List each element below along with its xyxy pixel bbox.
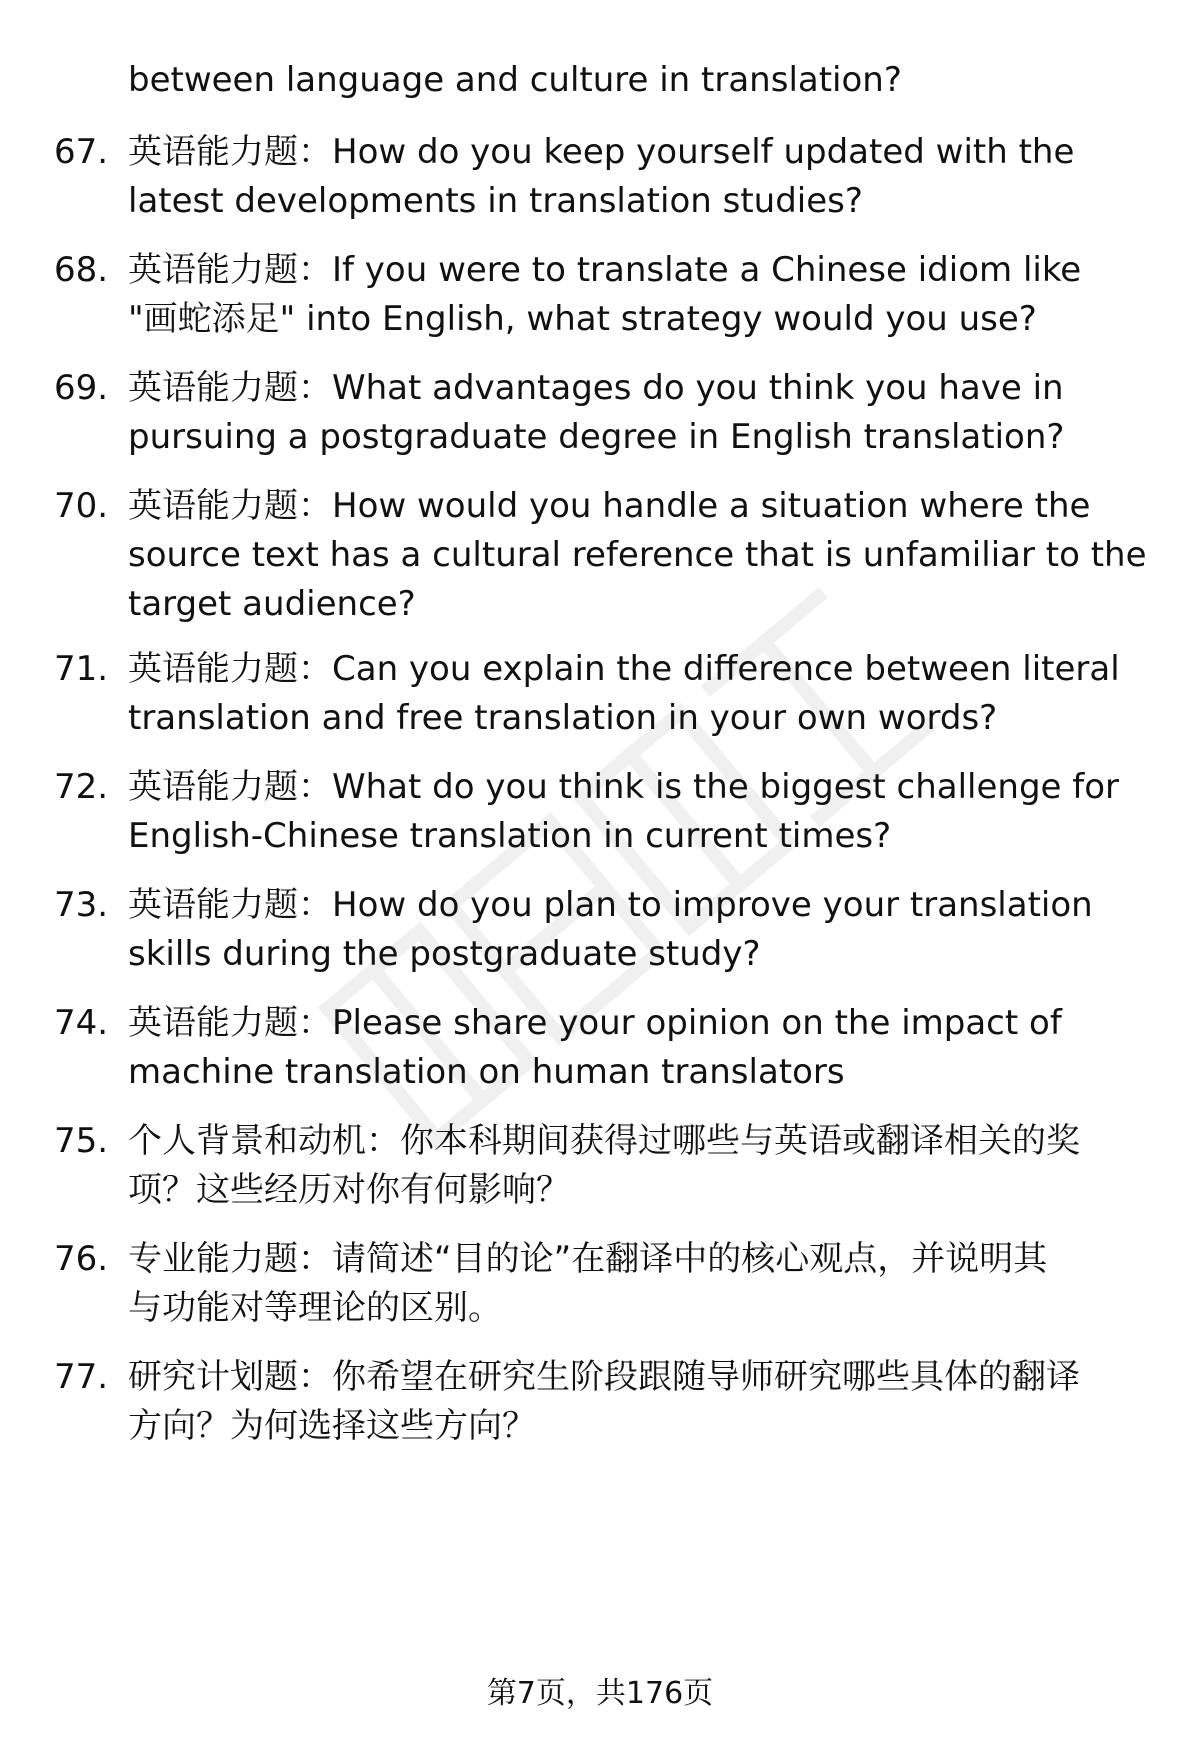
question-text-line: 方向？为何选择这些方向？ xyxy=(128,1406,536,1446)
question-text-line: 英语能力题：What advantages do you think you have in xyxy=(128,368,1064,408)
question-text xyxy=(128,364,1148,462)
question-item xyxy=(54,763,1154,861)
question-number: 71. xyxy=(54,649,109,689)
question-text-line: 英语能力题：How do you plan to improve your translation xyxy=(128,885,1093,925)
question-number: 68. xyxy=(54,250,109,290)
question-number: 77. xyxy=(54,1357,109,1397)
question-text-line: 英语能力题：How would you handle a situation where the xyxy=(128,486,1091,526)
question-text-line: "画蛇添足" into English, what strategy would you use? xyxy=(128,299,1037,339)
question-text-line: 个人背景和动机：你本科期间获得过哪些与英语或翻译相关的奖 xyxy=(128,1121,1080,1161)
question-text xyxy=(128,645,1148,743)
question-item xyxy=(54,999,1154,1097)
question-text-line: 专业能力题：请简述“目的论”在翻译中的核心观点，并说明其 xyxy=(128,1239,1048,1279)
question-number: 70. xyxy=(54,486,109,526)
question-text-line: skills during the postgraduate study? xyxy=(128,934,761,974)
question-text xyxy=(128,1117,1148,1215)
question-number: 72. xyxy=(54,767,109,807)
question-text-line: 英语能力题：How do you keep yourself updated with the xyxy=(128,132,1075,172)
question-number: 76. xyxy=(54,1239,109,1279)
question-text xyxy=(128,246,1148,344)
question-text xyxy=(128,1235,1148,1333)
question-text-line: 与功能对等理论的区别。 xyxy=(128,1288,502,1328)
question-item xyxy=(54,128,1154,226)
question-number: 67. xyxy=(54,132,109,172)
question-text-line: translation and free translation in your own words? xyxy=(128,698,998,738)
continued-question-text: between language and culture in translation? xyxy=(128,60,902,100)
question-item xyxy=(54,1235,1154,1333)
question-number: 73. xyxy=(54,885,109,925)
question-text-line: machine translation on human translators xyxy=(128,1052,845,1092)
question-number: 74. xyxy=(54,1003,109,1043)
question-text-line: latest developments in translation studies? xyxy=(128,181,863,221)
question-text xyxy=(128,1353,1148,1451)
question-text-line: English-Chinese translation in current times? xyxy=(128,816,892,856)
question-text-line: pursuing a postgraduate degree in English translation? xyxy=(128,417,1065,457)
question-text-line: 英语能力题：Please share your opinion on the impact of xyxy=(128,1003,1062,1043)
page-number-footer: 第7页，共176页 xyxy=(486,1676,714,1711)
question-item xyxy=(54,1117,1154,1215)
question-text xyxy=(128,128,1148,226)
question-item xyxy=(54,881,1154,979)
question-item xyxy=(54,1353,1154,1451)
question-text-line: 英语能力题：If you were to translate a Chinese idiom like xyxy=(128,250,1082,290)
question-number: 75. xyxy=(54,1121,109,1161)
question-text-line: 英语能力题：Can you explain the difference between literal xyxy=(128,649,1120,689)
question-text-line: 研究计划题：你希望在研究生阶段跟随导师研究哪些具体的翻译 xyxy=(128,1357,1080,1397)
question-item xyxy=(54,246,1154,344)
question-text-line: 英语能力题：What do you think is the biggest challenge for xyxy=(128,767,1120,807)
question-text-line: target audience? xyxy=(128,584,416,624)
question-number: 69. xyxy=(54,368,109,408)
question-item xyxy=(54,482,1154,629)
question-item xyxy=(54,645,1154,743)
question-text-line: source text has a cultural reference that is unfamiliar to the xyxy=(128,535,1147,575)
question-item xyxy=(54,364,1154,462)
question-text-line: 项？这些经历对你有何影响？ xyxy=(128,1170,570,1210)
question-text xyxy=(128,482,1148,629)
question-text xyxy=(128,999,1148,1097)
question-text xyxy=(128,881,1148,979)
question-text xyxy=(128,763,1148,861)
